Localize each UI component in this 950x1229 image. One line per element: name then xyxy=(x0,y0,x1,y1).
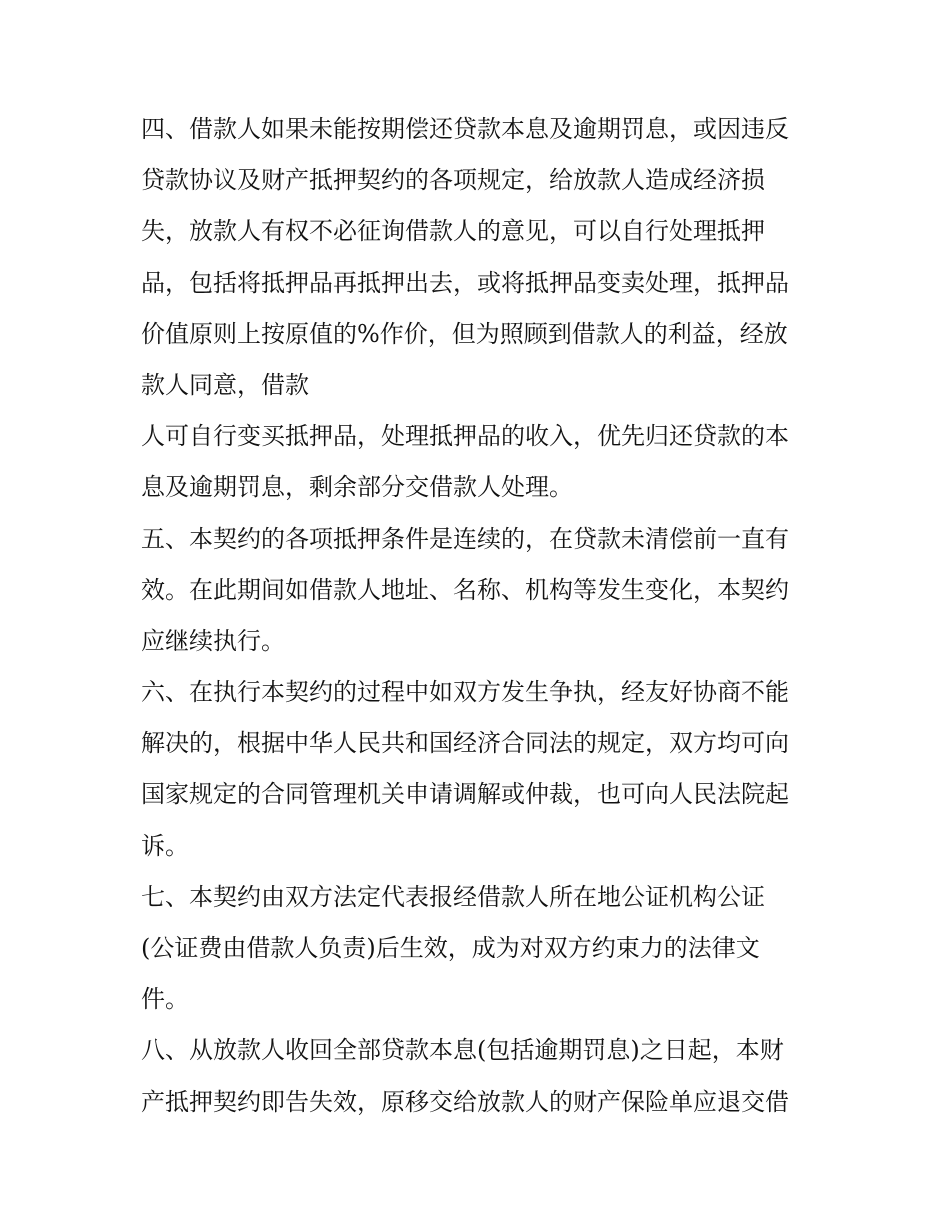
text-line-clause-4-line-8: 息及逾期罚息，剩余部分交借款人处理。 xyxy=(141,473,573,502)
text-line-clause-7-line-2: (公证费由借款人负责)后生效，成为对双方约束力的法律文 xyxy=(141,934,760,962)
text-line-clause-6-line-3: 国家规定的合同管理机关申请调解或仲裁，也可向人民法院起 xyxy=(141,780,789,809)
text-line-clause-4-line-4: 品，包括将抵押品再抵押出去，或将抵押品变卖处理，抵押品 xyxy=(141,268,789,297)
text-line-clause-8-line-2: 产抵押契约即告失效，原移交给放款人的财产保险单应退交借 xyxy=(141,1087,789,1116)
text-line-clause-7-line-1: 七、本契约由双方法定代表报经借款人所在地公证机构公证 xyxy=(141,882,765,911)
text-line-clause-4-line-3: 失，放款人有权不必征询借款人的意见，可以自行处理抵押 xyxy=(141,217,765,246)
text-line-clause-5-line-3: 应继续执行。 xyxy=(141,626,285,655)
text-line-clause-6-line-2: 解决的，根据中华人民共和国经济合同法的规定，双方均可向 xyxy=(141,729,789,758)
text-line-clause-6-line-1: 六、在执行本契约的过程中如双方发生争执，经友好协商不能 xyxy=(141,678,789,707)
text-line-clause-7-line-3: 件。 xyxy=(141,985,189,1014)
text-line-clause-5-line-1: 五、本契约的各项抵押条件是连续的，在贷款未清偿前一直有 xyxy=(141,524,789,553)
text-line-clause-6-line-4: 诉。 xyxy=(141,831,189,860)
text-line-clause-4-line-5: 价值原则上按原值的%作价，但为照顾到借款人的利益，经放 xyxy=(141,319,788,348)
text-line-clause-4-line-7: 人可自行变买抵押品，处理抵押品的收入，优先归还贷款的本 xyxy=(141,422,789,451)
text-line-clause-4-line-2: 贷款协议及财产抵押契约的各项规定，给放款人造成经济损 xyxy=(141,166,765,195)
contract-text-body xyxy=(141,104,821,1128)
text-line-clause-4-line-1: 四、借款人如果未能按期偿还贷款本息及逾期罚息，或因违反 xyxy=(141,115,789,143)
text-line-clause-8-line-1: 八、从放款人收回全部贷款本息(包括逾期罚息)之日起，本财 xyxy=(141,1036,784,1065)
text-line-clause-5-line-2: 效。在此期间如借款人地址、名称、机构等发生变化，本契约 xyxy=(141,575,789,604)
text-line-clause-4-line-6: 款人同意，借款 xyxy=(141,370,309,399)
